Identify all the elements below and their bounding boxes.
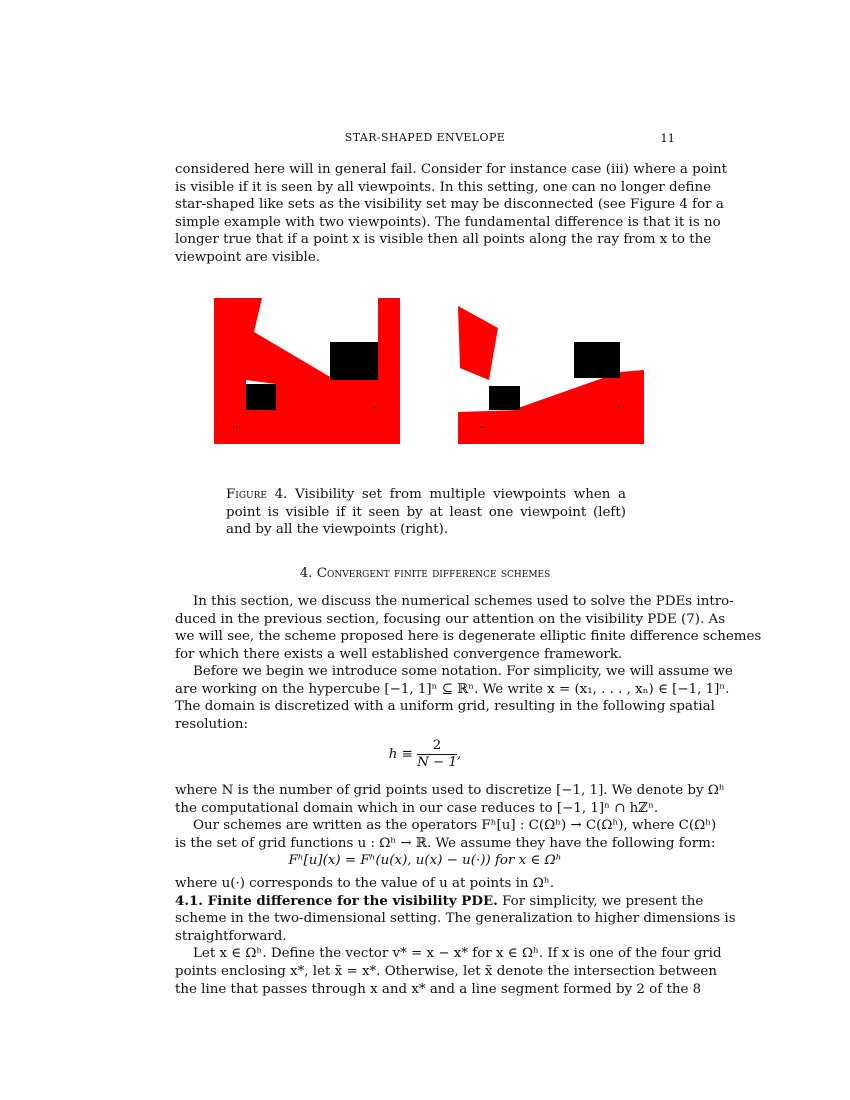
obstacle-left-small: [246, 384, 276, 410]
text-line: Let x ∈ Ωʰ. Define the vector v* = x − x* for x ∈ Ωʰ. If x is one of the four grid: [193, 946, 722, 962]
section-paragraph-4: [175, 817, 717, 852]
text-line: the computational domain which in our case reduces to [−1, 1]ⁿ ∩ hℤⁿ.: [175, 800, 659, 816]
text-line: where u(·) corresponds to the value of u at points in Ωʰ.: [175, 876, 554, 891]
running-title: STAR-SHAPED ENVELOPE: [344, 131, 506, 144]
text-line: simple example with two viewpoints). The fundamental difference is that it is no: [175, 214, 721, 230]
text-line: is the set of grid functions u : Ωʰ → ℝ. We assume they have the following form:: [175, 835, 716, 851]
equation-lhs: h ≡: [388, 747, 413, 762]
text-line: points enclosing x*, let x̃ = x*. Otherwise, let x̃ denote the intersection between: [175, 963, 717, 979]
equation-fraction: [417, 738, 457, 771]
subsection-4-1-paragraph: [175, 875, 736, 998]
text-line: star-shaped like sets as the visibility set may be disconnected (see Figure 4 for a: [175, 197, 724, 213]
text-line: viewpoint are visible.: [175, 249, 321, 265]
text-line: The domain is discretized with a uniform grid, resulting in the following spatial: [175, 699, 715, 715]
fraction-numerator: 2: [417, 738, 457, 755]
obstacle-right-small: [489, 386, 520, 410]
section-paragraph-1: [175, 593, 762, 663]
viewpoint-marker: [480, 426, 482, 428]
text-line: we will see, the scheme proposed here is degenerate elliptic finite difference schemes: [175, 629, 762, 645]
visible-region-right-top: [458, 306, 498, 380]
subsection-heading: 4.1. Finite difference for the visibility PDE.: [175, 892, 498, 909]
fraction-denominator: N − 1: [417, 755, 458, 770]
equation-scheme-form: Fʰ[u](x) = Fʰ(u(x), u(x) − u(·)) for x ∈ Ωʰ: [288, 853, 562, 868]
caption-label: Figure 4.: [226, 487, 288, 502]
text-line: considered here will in general fail. Consider for instance case (iii) where a point: [175, 162, 728, 177]
visible-region-right-bottom: [458, 370, 644, 444]
text-line: duced in the previous section, focusing our attention on the visibility PDE (7). As: [175, 611, 726, 627]
text-line: longer true that if a point x is visible then all points along the ray from x to the: [175, 232, 712, 248]
text-line: In this section, we discuss the numerical schemes used to solve the PDEs intro-: [193, 594, 734, 609]
intro-paragraph: [175, 161, 728, 267]
left-panel-union: [214, 298, 400, 444]
obstacle-left-large: [330, 342, 378, 380]
text-line: resolution:: [175, 716, 249, 732]
section-title: Convergent finite difference schemes: [316, 566, 551, 581]
viewpoint-marker: [236, 426, 238, 428]
equation-tail: ,: [457, 747, 462, 762]
obstacle-right-large: [574, 342, 620, 378]
text-line: for which there exists a well established convergence framework.: [175, 646, 623, 662]
section-paragraph-2: [175, 663, 733, 733]
text-line: is visible if it is seen by all viewpoints. In this setting, one can no longer define: [175, 179, 712, 195]
figure-caption: [226, 486, 626, 539]
section-heading: [175, 566, 675, 581]
page-header: [175, 131, 675, 147]
caption-text: Visibility set from multiple viewpoints when a point is visible if it seen by at least one viewpoint (left) and by all the viewpoints (right).: [226, 487, 627, 538]
section-number: 4.: [299, 566, 313, 581]
page-number: 11: [660, 131, 675, 145]
text-line: Our schemes are written as the operators Fʰ[u] : C(Ωʰ) → C(Ωʰ), where C(Ωʰ): [193, 818, 717, 833]
right-panel-intersection: [458, 306, 644, 444]
text-fragment: For simplicity, we present the: [502, 893, 704, 909]
text-line: the line that passes through x and x* and a line segment formed by 2 of the 8: [175, 981, 702, 997]
text-line: Before we begin we introduce some notation. For simplicity, we will assume we: [193, 664, 733, 679]
equation-grid-spacing: [175, 738, 675, 771]
section-paragraph-3: [175, 782, 725, 817]
text-line: where N is the number of grid points used to discretize [−1, 1]. We denote by Ωʰ: [175, 783, 725, 798]
viewpoint-marker: [618, 406, 620, 408]
text-line: straightforward.: [175, 928, 287, 944]
visibility-figure: [214, 296, 646, 446]
text-line: are working on the hypercube [−1, 1]ⁿ ⊆ ℝⁿ. We write x = (x₁, . . . , xₙ) ∈ [−1, 1]ⁿ.: [175, 681, 730, 697]
text-line: scheme in the two-dimensional setting. The generalization to higher dimensions is: [175, 911, 736, 927]
text-line: [175, 892, 704, 911]
viewpoint-marker: [374, 406, 376, 408]
